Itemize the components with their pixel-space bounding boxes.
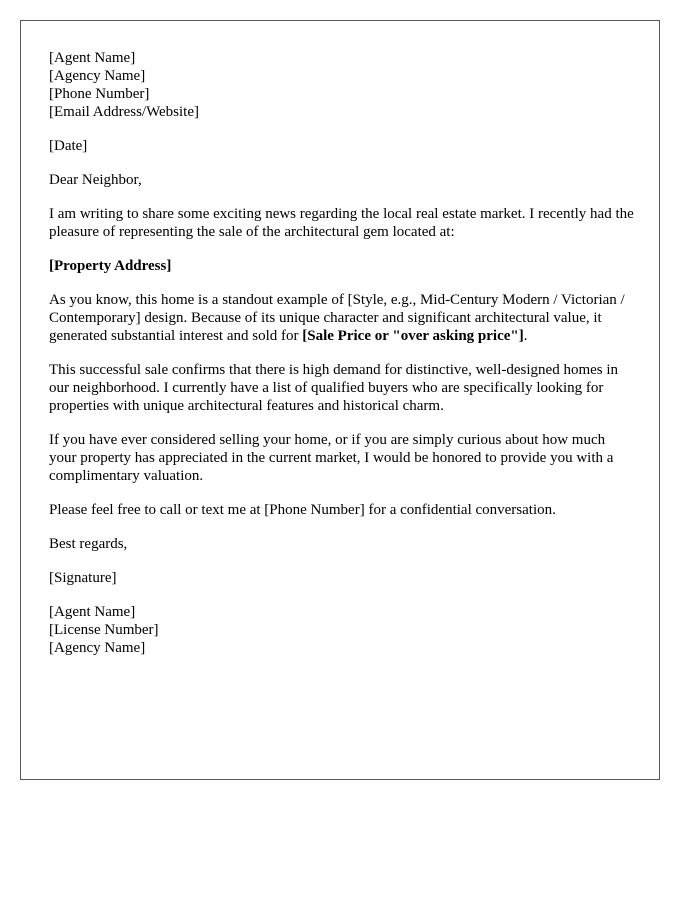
letter-page [20, 20, 660, 780]
sender-agent-name: [Agent Name] [49, 50, 136, 66]
letter-body [49, 49, 634, 673]
property-address-text: [Property Address] [49, 258, 172, 274]
footer-agency-name: [Agency Name] [49, 640, 146, 656]
sender-block [49, 49, 634, 121]
property-address [49, 257, 634, 275]
intro-paragraph: I am writing to share some exciting news regarding the local real estate market. I recently had the pleasure of representing the sale of the architectural gem located at: [49, 206, 634, 240]
sender-email-website: [Email Address/Website] [49, 104, 200, 120]
demand-paragraph: This successful sale confirms that there is high demand for distinctive, well-designed homes in our neighborhood. I currently have a list of qualified buyers who are specifically looking for properties with unique architectural features and historical charm. [49, 362, 619, 414]
signature: [Signature] [49, 570, 117, 586]
offer-paragraph: If you have ever considered selling your home, or if you are simply curious about how much your property has appreciated in the current market, I would be honored to provide you with a complimentary valuation. [49, 432, 614, 484]
style-paragraph [49, 291, 634, 345]
sender-phone-number: [Phone Number] [49, 86, 150, 102]
style-paragraph-text: As you know, this home is a standout example of [Style, e.g., Mid-Century Modern / Victorian / Contemporary] design. Because of its unique character and significant architectural value, it generated substantial interest and sold for [49, 292, 625, 344]
contact-paragraph: Please feel free to call or text me at [Phone Number] for a confidential conversation. [49, 502, 556, 518]
sender-agency-name: [Agency Name] [49, 68, 146, 84]
letter-date: [Date] [49, 138, 88, 154]
sale-price: [Sale Price or "over asking price"] [302, 328, 524, 344]
style-paragraph-end: . [523, 328, 528, 344]
footer-agent-name: [Agent Name] [49, 604, 136, 620]
closing: Best regards, [49, 536, 128, 552]
footer-block [49, 603, 634, 657]
footer-license-number: [License Number] [49, 622, 159, 638]
salutation: Dear Neighbor, [49, 172, 142, 188]
